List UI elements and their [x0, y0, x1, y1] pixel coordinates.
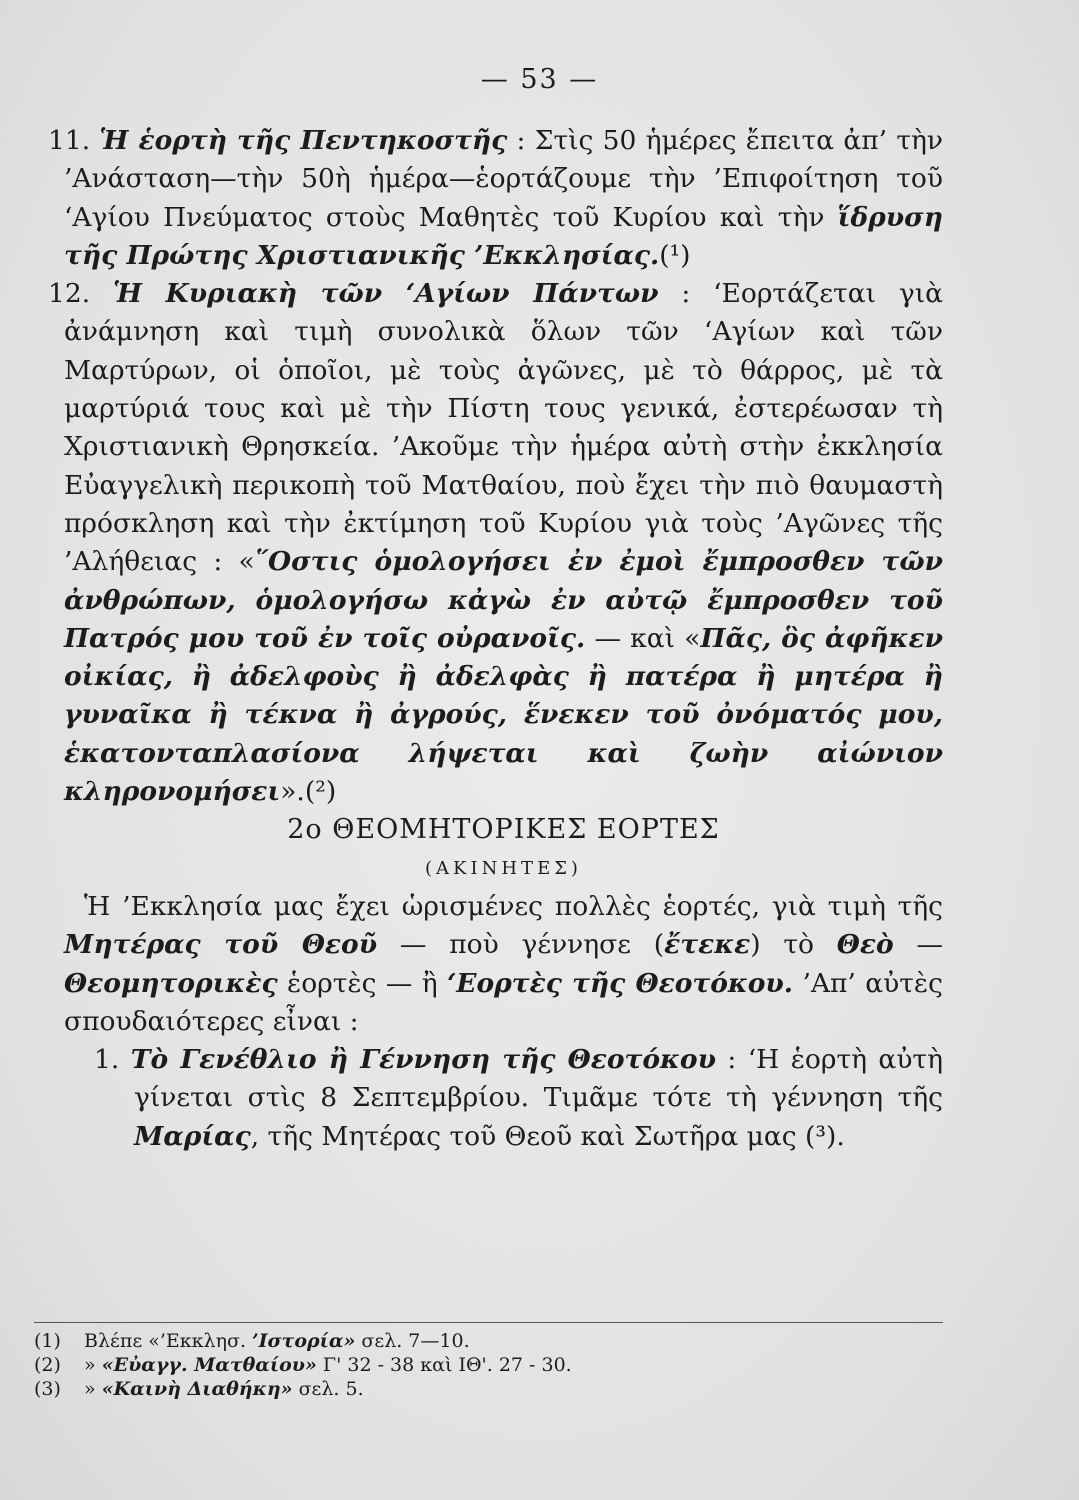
footnote-mark: (1) [34, 1330, 61, 1352]
intro-text: ’Απ’ αὐτὲς σπουδαιότερες εἶναι : [64, 967, 943, 1037]
item-emphasis: ἵδρυση τῆς Πρώτης Χριστιανικῆς ’Εκκλησίας. [64, 201, 943, 271]
item-text-end: ».(²) [280, 776, 337, 808]
footnote-post: Γ' 32 - 38 καὶ ΙΘ'. 27 - 30. [322, 1354, 572, 1376]
intro-text: ) τὸ [750, 929, 814, 961]
footnote-pre: » [84, 1354, 96, 1376]
section-subtitle: (ΑΚΙΝΗΤΕΣ) [425, 857, 582, 879]
intro-emphasis: Θεομητορικὲς [64, 967, 278, 999]
main-text [48, 122, 943, 1156]
item-title: Ἡ ἑορτὴ τῆς Πεντηκοστῆς [99, 125, 508, 156]
intro-emphasis: Θεὸ [836, 929, 894, 961]
paragraph-intro [64, 888, 943, 1041]
intro-text: Ἡ ’Εκκλησία μας ἔχει ὡρισμένες πολλὲς ἑορτές, γιὰ τιμὴ τῆς [84, 890, 943, 922]
item-number: 11. [48, 125, 91, 156]
footnote-title: «Καινὴ Διαθήκη» [101, 1378, 293, 1400]
item-number: 12. [48, 278, 91, 310]
intro-text: ἑορτὲς — ἢ [287, 967, 438, 999]
footnote-pre: » [84, 1378, 96, 1400]
item-text: , τῆς Μητέρας τοῦ Θεοῦ καὶ Σωτῆρα μας (³). [250, 1120, 845, 1152]
section-title: 2ο ΘΕΟΜΗΤΟΡΙΚΕΣ ΕΟΡΤΕΣ [287, 814, 720, 846]
footnote-3 [34, 1377, 943, 1401]
paragraph-item-12 [48, 275, 943, 811]
footnotes [34, 1322, 943, 1401]
item-text: : ‘Εορτάζεται γιὰ ἀνάμνηση καὶ τιμὴ συνολικὰ ὅλων τῶν ‘Αγίων καὶ τῶν Μαρτύρων, οἱ ὁποῖοι, μὲ τοὺς ἀγῶνες, μὲ τὸ θάρρος, μὲ τὰ μαρτύριά τους καὶ μὲ τὴν Πίστη τους γενικά, ἐστερέωσαν τὴ Χριστιανικὴ Θρησκεία. ’Ακοῦμε τὴν ἡμέρα αὐτὴ στὴν ἐκκλησία Εὐαγγελικὴ περικοπὴ τοῦ Ματθαίου, ποὺ ἔχει τὴν πιὸ θαυμαστὴ πρόσκληση καὶ τὴν ἐκτίμηση τοῦ Κυρίου γιὰ τοὺς ’Αγῶνες τῆς ’Αλήθειας : « [64, 278, 943, 578]
item-title: Ἡ Κυριακὴ τῶν ‘Αγίων Πάντων [113, 278, 659, 310]
gospel-quote-2: Πᾶς, ὃς ἀφῆκεν οἰκίας, ἢ ἀδελφοὺς ἢ ἀδελφὰς ἢ πατέρα ἢ μητέρα ἢ γυναῖκα ἢ τέκνα ἢ ἀγρούς, ἕνεκεν τοῦ ὀνόματός μου, ἑκατονταπλασίονα λήψεται καὶ ζωὴν αἰώνιον κληρονομήσει [64, 622, 943, 808]
footnote-post: σελ. 7—10. [361, 1330, 470, 1352]
item-text: : Στὶς 50 ἡμέρες ἔπειτα ἀπ’ τὴν ’Ανάσταση—τὴν 50ὴ ἡμέρα—ἑορτάζουμε τὴν ’Επιφοίτηση τοῦ ‘Αγίου Πνεύματος στοὺς Μαθητὲς τοῦ Κυρίου καὶ τὴν [64, 125, 943, 233]
item-emphasis: Μαρίας [134, 1120, 251, 1152]
footnote-title: «Εὐαγγ. Ματθαίου» [101, 1354, 317, 1376]
page-number: — 53 — [480, 64, 599, 95]
footnote-mark: (3) [34, 1378, 61, 1400]
item-text-mid: — καὶ « [585, 622, 701, 654]
gospel-quote-1: ῞Οστις ὁμολογήσει ἐν ἐμοὶ ἔμπροσθεν τῶν ἀνθρώπων, ὁμολογήσω κἀγὼ ἐν αὐτῷ ἔμπροσθεν τοῦ Πατρός μου τοῦ ἐν τοῖς οὐρανοῖς. [64, 546, 943, 654]
footnote-post: σελ. 5. [298, 1378, 364, 1400]
item-number: 1. [94, 1044, 120, 1076]
paragraph-item-1 [64, 1041, 943, 1156]
footnote-ref: (¹) [659, 239, 691, 271]
footnote-pre: Βλέπε «’Εκκλησ. [84, 1330, 246, 1352]
intro-emphasis: ‘Εορτὲς τῆς Θεοτόκου. [447, 967, 794, 999]
item-title: Τὸ Γενέθλιο ἢ Γέννηση τῆς Θεοτόκου [130, 1044, 716, 1076]
intro-emphasis: ἔτεκε [664, 929, 751, 961]
intro-emphasis: Μητέρας τοῦ Θεοῦ [64, 929, 378, 961]
footnote-2 [34, 1353, 943, 1377]
intro-text: — [893, 929, 943, 961]
item-text: : ‘Η ἑορτὴ αὐτὴ γίνεται στὶς 8 Σεπτεμβρίου. Τιμᾶμε τότε τὴ γέννηση τῆς [134, 1044, 943, 1114]
footnote-title: ’Ιστορία» [252, 1330, 356, 1352]
footnote-mark: (2) [34, 1354, 61, 1376]
footnote-1 [34, 1329, 943, 1353]
paragraph-item-11 [48, 122, 943, 275]
intro-text: — ποὺ γέννησε ( [377, 929, 665, 961]
